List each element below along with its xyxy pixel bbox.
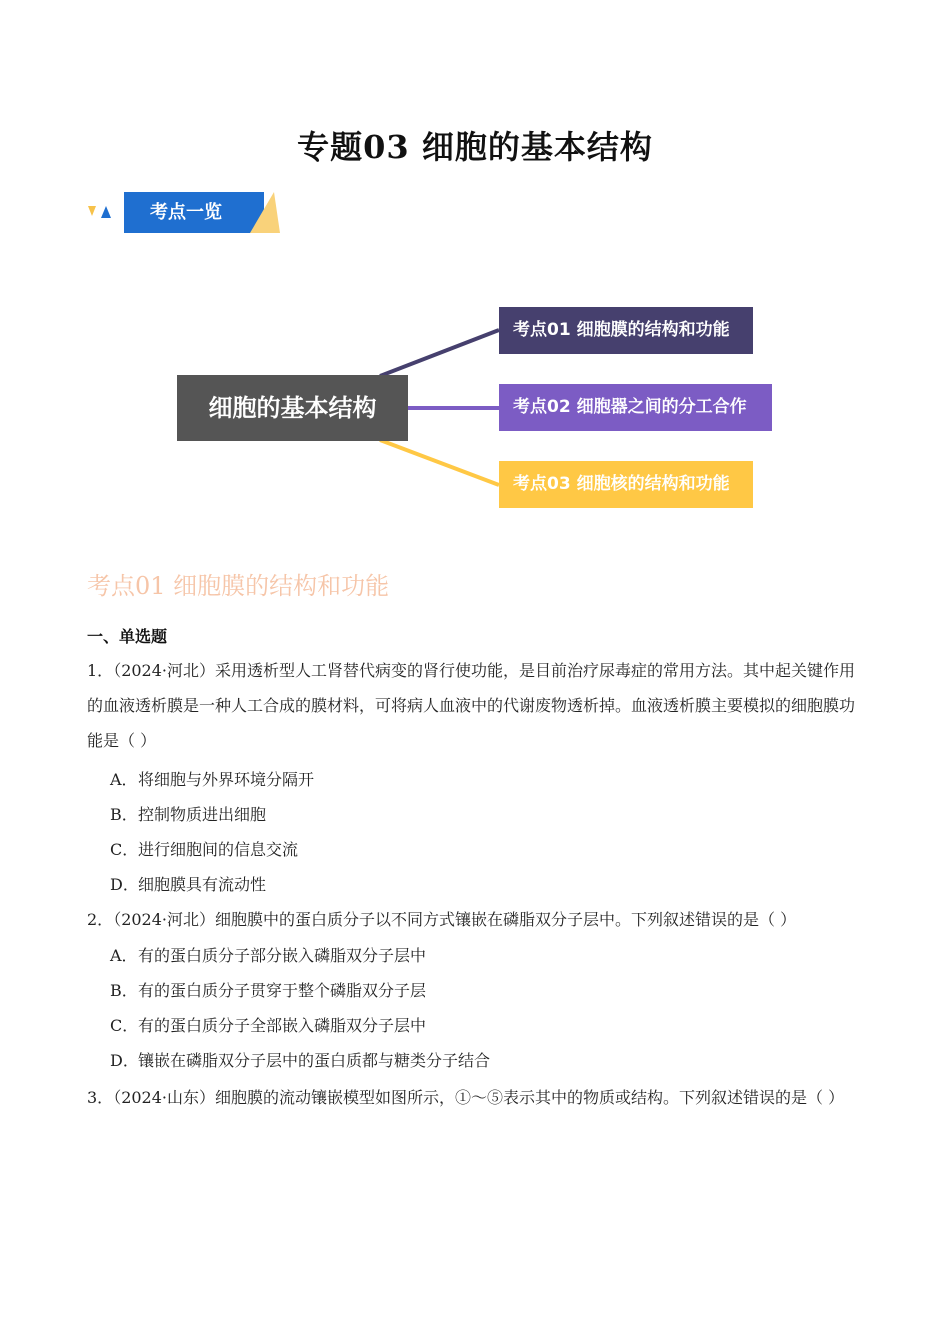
option-text: 进行细胞间的信息交流 <box>138 840 299 859</box>
banner-accent-icon <box>250 192 290 234</box>
option-d <box>110 1043 490 1078</box>
option-c <box>110 832 298 867</box>
question-2 <box>87 902 862 937</box>
option-text: 有的蛋白质分子全部嵌入磷脂双分子层中 <box>138 1016 427 1035</box>
option-c <box>110 1008 426 1043</box>
question-type-heading: 一、单选题 <box>87 627 168 646</box>
question-number: 3． <box>87 1088 114 1107</box>
option-text: 控制物质进出细胞 <box>138 805 267 824</box>
question-stem: （2024·山东）细胞膜的流动镶嵌模型如图所示，①～⑤表示其中的物质或结构。下列叙述错误的是（ ） <box>113 1088 845 1107</box>
option-text: 细胞膜具有流动性 <box>138 875 267 894</box>
banner-triangle-icon <box>88 204 114 222</box>
mind-map-root: 细胞的基本结构 <box>177 375 408 441</box>
mind-map-branch-3: 考点03 细胞核的结构和功能 <box>499 461 753 508</box>
banner-label: 考点一览 <box>124 192 264 233</box>
option-letter: D． <box>110 875 139 894</box>
page-title: 专题03 细胞的基本结构 <box>297 128 653 166</box>
question-stem: （2024·河北）采用透析型人工肾替代病变的肾行使功能，是目前治疗尿毒症的常用方法。其中起关键作用的血液透析膜是一种人工合成的膜材料，可将病人血液中的代谢废物透析掉。血液透析膜主要模拟的细胞膜功能是（ ） <box>87 661 856 750</box>
option-text: 镶嵌在磷脂双分子层中的蛋白质都与糖类分子结合 <box>138 1051 491 1070</box>
option-text: 有的蛋白质分子部分嵌入磷脂双分子层中 <box>138 946 427 965</box>
option-letter: C． <box>110 840 139 859</box>
option-text: 有的蛋白质分子贯穿于整个磷脂双分子层 <box>138 981 427 1000</box>
option-letter: B． <box>110 805 138 824</box>
option-text: 将细胞与外界环境分隔开 <box>138 770 315 789</box>
option-letter: D． <box>110 1051 139 1070</box>
option-b <box>110 973 426 1008</box>
mind-map-branch-1: 考点01 细胞膜的结构和功能 <box>499 307 753 354</box>
question-1 <box>87 653 862 758</box>
option-letter: A． <box>110 770 138 789</box>
option-letter: A． <box>110 946 138 965</box>
connector-1 <box>380 330 499 376</box>
question-stem: （2024·河北）细胞膜中的蛋白质分子以不同方式镶嵌在磷脂双分子层中。下列叙述错误的是（ ） <box>113 910 797 929</box>
connector-3 <box>380 440 499 485</box>
option-b <box>110 797 266 832</box>
mind-map-branch-2: 考点02 细胞器之间的分工合作 <box>499 384 772 431</box>
option-d <box>110 867 266 902</box>
mind-map-connectors <box>0 290 950 530</box>
option-letter: C． <box>110 1016 139 1035</box>
question-number: 1． <box>87 661 114 680</box>
option-a <box>110 762 314 797</box>
question-number: 2． <box>87 910 114 929</box>
option-letter: B． <box>110 981 138 1000</box>
section-heading: 考点01 细胞膜的结构和功能 <box>87 572 390 600</box>
mind-map <box>0 290 950 530</box>
option-a <box>110 938 426 973</box>
section-banner <box>88 192 288 234</box>
question-3 <box>87 1080 862 1115</box>
